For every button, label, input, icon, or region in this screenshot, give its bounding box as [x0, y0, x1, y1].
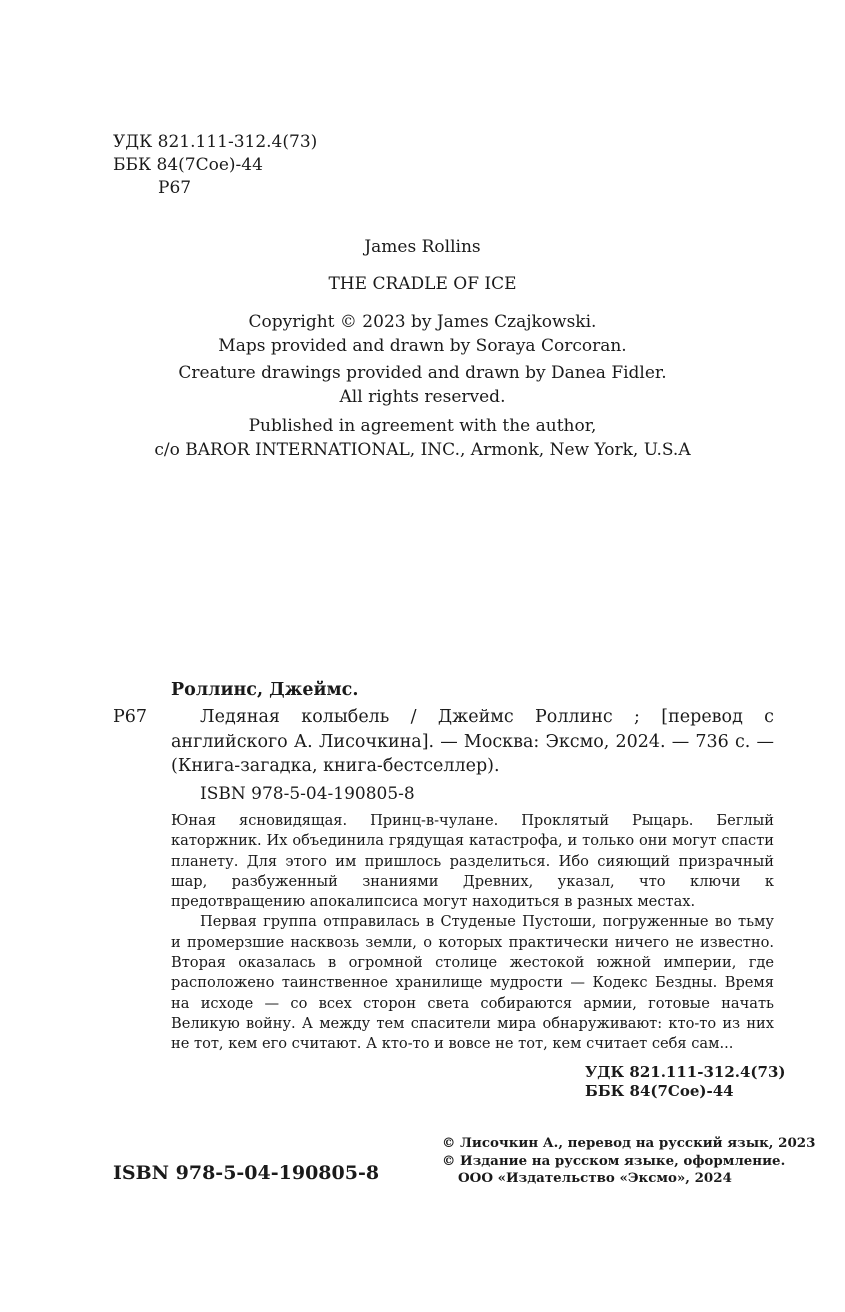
footer-udc: УДК 821.111-312.4(73) [585, 1063, 786, 1081]
rights-line: All rights reserved. [339, 387, 506, 407]
bib-author-mark: Р67 [113, 707, 148, 727]
agency-line: c/o BAROR INTERNATIONAL, INC., Armonk, New York, U.S.A [154, 440, 691, 460]
copyright-block [0, 310, 845, 358]
footer-copyright [442, 1135, 815, 1188]
footer-isbn: ISBN 978-5-04-190805-8 [113, 1162, 380, 1184]
annotation-paragraph: Юная ясновидящая. Принц-в-чулане. Проклятый Рыцарь. Беглый каторжник. Их объединила грядущая катастрофа, и только они могут спасти планету. Для этого им пришлось разделиться. Ибо сияющий призрачный шар, разбуженный знаниями Древних, указал, что ключи к предотвращению апокалипсиса могут находиться в разных местах. [171, 812, 774, 911]
author-mark: Р67 [158, 178, 192, 198]
bib-author-heading: Роллинс, Джеймс. [171, 680, 359, 700]
edition-copyright: © Издание на русском языке, оформление. [442, 1152, 786, 1169]
agreement-line: Published in agreement with the author, [248, 416, 597, 436]
maps-credit-line: Maps provided and drawn by Soraya Corcoran. [218, 336, 627, 356]
annotation-paragraph: Первая группа отправилась в Студеные Пустоши, погруженные во тьму и промерзшие насквозь земли, о которых практически ничего не известно. Вторая оказалась в огромной столице жестокой южной империи, где расположено таинственное хранилище мудрости — Кодекс Бездны. Время на исходе — со всех сторон света собираются армии, готовые начать Великую войну. А между тем спасители мира обнаруживают: кто-то из них не тот, кем его считают. А кто-то и вовсе не тот, кем считает себя сам... [171, 913, 774, 1053]
bbk-code: ББК 84(7Сое)-44 [113, 155, 263, 175]
publisher-agreement-block [0, 414, 845, 462]
footer-classification [585, 1063, 786, 1101]
publisher-copyright: ООО «Издательство «Эксмо», 2024 [458, 1170, 732, 1186]
bib-description: Ледяная колыбель / Джеймс Роллинс ; [перевод с английского А. Лисочкина]. — Москва: Эксмо, 2024. — 736 с. — (Книга-загадка, книга-бестселлер). [171, 707, 774, 776]
copyright-line: Copyright © 2023 by James Czajkowski. [248, 312, 597, 332]
translation-copyright: © Лисочкин А., перевод на русский язык, 2023 [442, 1135, 816, 1151]
annotation [171, 811, 774, 1055]
original-author: James Rollins [364, 237, 481, 257]
bib-isbn: ISBN 978-5-04-190805-8 [200, 784, 415, 804]
creature-credit-line: Creature drawings provided and drawn by Danea Fidler. [178, 363, 667, 383]
classification-codes [113, 131, 317, 200]
creature-credit-block [0, 361, 845, 409]
udc-code: УДК 821.111-312.4(73) [113, 132, 318, 152]
footer-bbk: ББК 84(7Сое)-44 [585, 1082, 734, 1100]
original-title: THE CRADLE OF ICE [328, 274, 517, 294]
